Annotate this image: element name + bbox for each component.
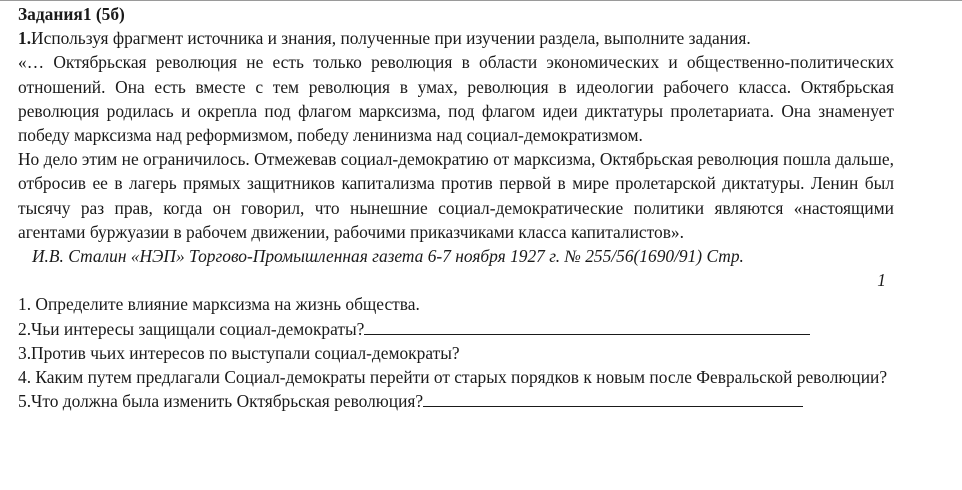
question-1 [18,292,894,316]
question-3-text: 3.Против чьих интересов по выступали социал-демократы? [18,342,460,363]
question-2 [18,317,894,341]
question-5 [18,389,894,413]
task-intro-text: Используя фрагмент источника и знания, полученные при изучении раздела, выполните задания. [31,28,751,49]
question-5-text: 5.Что должна была изменить Октябрьская революция? [18,391,424,412]
answer-line-5[interactable] [423,390,803,407]
question-3 [18,341,894,365]
top-rule [0,0,962,1]
question-2-text: 2.Чьи интересы защищали социал-демократы? [18,318,365,339]
task-intro [18,26,894,50]
task-intro-number: 1. [18,28,32,49]
source-paragraph-2: Но дело этим не ограничилось. Отмежевав социал-демократию от марксизма, Октябрьская революция пошла дальше, отбросив ее в лагерь прямых защитников капитализма против первой в мире пролетарской диктатуры. Ленин был тысячу раз прав, когда он говорил, что нынешние социал-демократические политики являются «настоящими агентами буржуазии в рабочем движении, рабочими приказчиками класса капиталистов». [18,149,894,242]
source-paragraph-1: «… Октябрьская революция не есть только революция в области экономических и общественно-политических отношений. Она есть вместе с тем революция в умах, революция в идеологии рабочего класса. Октябрьская революция родилась и окрепла под флагом марксизма, под флагом идеи диктатуры пролетариата. Она знаменует победу марксизма над реформизмом, победу ленинизма над социал-демократизмом. [18,52,894,146]
document-page [18,2,894,413]
source-citation-block [18,244,894,292]
task-title: Задания1 (5б) [18,4,125,24]
question-4-text: 4. Каким путем предлагали Социал-демократы перейти от старых порядков к новым после Февральской революции? [18,367,888,388]
source-citation: И.В. Сталин «НЭП» Торгово-Промышленная газета 6-7 ноября 1927 г. № 255/56(1690/91) Стр. [32,246,744,267]
answer-line-2[interactable] [364,318,810,335]
question-1-text: 1. Определите влияние марксизма на жизнь общества. [18,294,420,315]
source-citation-page: 1 [877,270,886,291]
question-4 [18,365,894,389]
